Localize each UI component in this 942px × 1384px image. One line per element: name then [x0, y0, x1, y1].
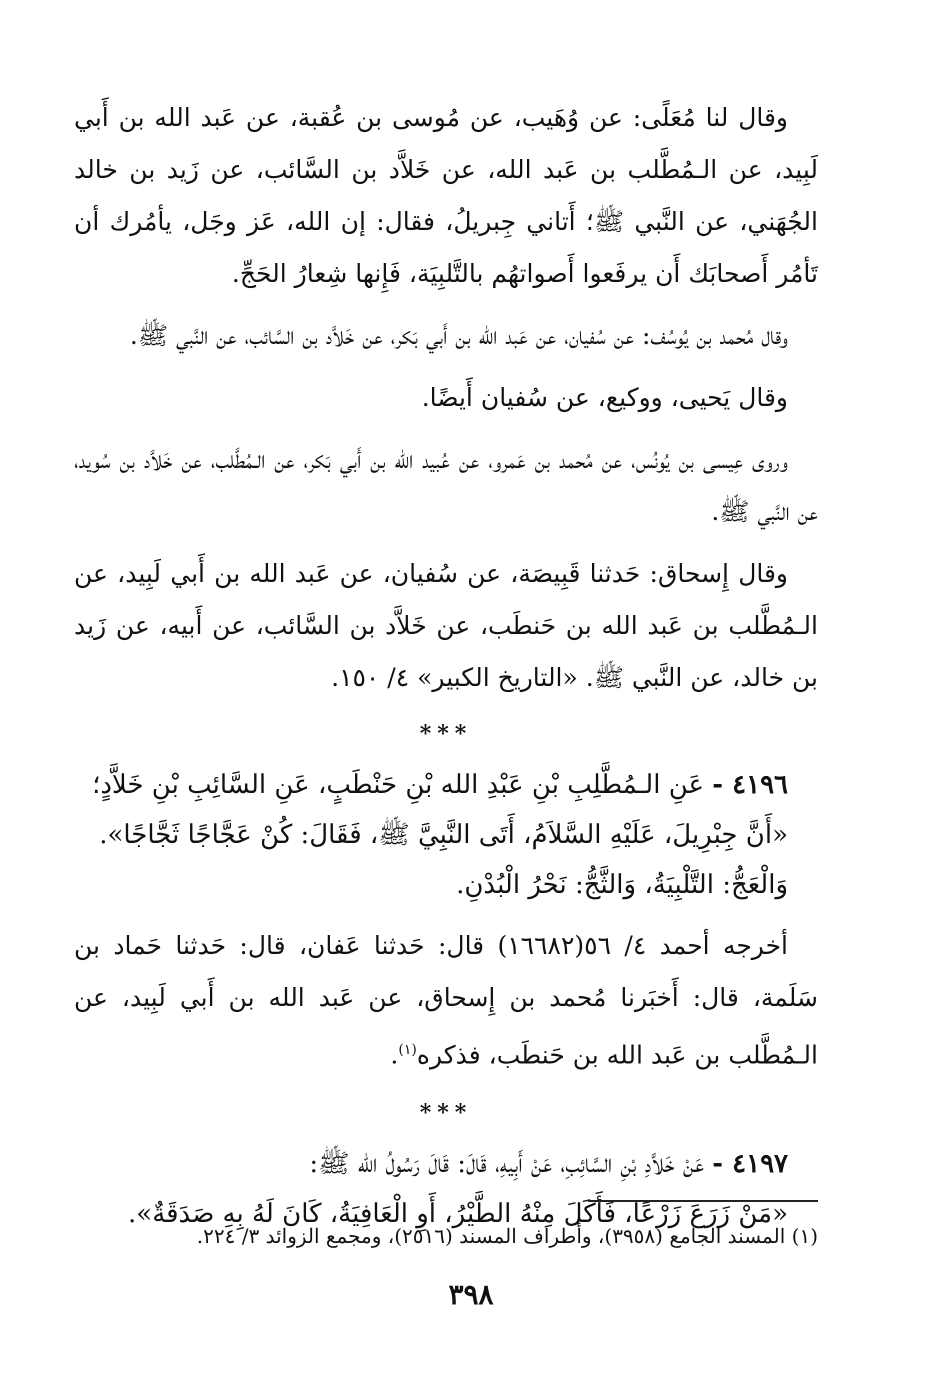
- footnote-marker: (١): [398, 1042, 417, 1058]
- hadith-number: ٤١٩٧ -: [712, 1149, 788, 1180]
- paragraph-1: وقال لنا مُعَلًى: عن وُهَيب، عن مُوسى بن عُقبة، عن عَبد الله بن أَبي لَبِيد، عن الـمُطَّلب بن عَبد الله، عن خَلاَّد بن السَّائب، عن زَيد بن خالد الجُهَني، عن النَّبي ﷺ؛ أَتاني جِبريلُ، فقال: إن الله، عَز وجَل، يأمُرك أن تَأمُر أَصحابَك أَن يرفَعوا أَصواتهُم بالتَّلبِيَة، فَإِنها شِعارُ الحَجِّ.: [74, 103, 818, 288]
- hadith-number: ٤١٩٦ -: [712, 770, 788, 800]
- page-number: ٣٩٨: [448, 1278, 494, 1311]
- section-separator-1: ***: [419, 721, 473, 747]
- hadith-line: عَنِ الـمُطَّلِبِ بْنِ عَبْدِ الله بْنِ حَنْطَبٍ، عَنِ السَّائِبِ بْنِ خَلاَّدٍ؛: [92, 770, 705, 800]
- paragraph-2: وقال مُحمد بن يُوسُف: عن سُفيان، عن عَبد الله بن أَبي بَكر، عن خَلاَّد بن السَّائب، عن النَّبي ﷺ.: [129, 321, 788, 350]
- paragraph-4: وروى عِيسى بن يُونُس، عن مُحمد بن عَمرو، عن عُبيد الله بن أَبي بَكر، عن الـمُطَّلب، عن خَلاَّد بن سُويد، عن النَّبي ﷺ.: [74, 445, 818, 526]
- takhrij-4196: أخرجه أحمد ٤/ ٥٦(١٦٦٨٢) قال: حَدثنا عَفان، قال: حَدثنا حَماد بن سَلَمة، قال: أَخبَرنا مُحمد بن إِسحاق، عن عَبد الله بن أَبي لَبِيد، عن الـمُطَّلب بن عَبد الله بن حَنطَب، فذكره$^{(١)}$.: [74, 931, 818, 1070]
- hadith-line: «مَنْ زَرَعَ زَرْعًا، فَأَكَلَ مِنْهُ الطَّيْرُ، أَوِ الْعَافِيَةُ، كَانَ لَهُ بِهِ صَدَقَةٌ».: [128, 1199, 788, 1230]
- takhrij-text: أخرجه أحمد ٤/ ٥٦(١٦٦٨٢) قال: حَدثنا عَفان، قال: حَدثنا حَماد بن سَلَمة، قال: أَخبَرنا مُحمد بن إِسحاق، عن عَبد الله بن أَبي لَبِيد، عن الـمُطَّلب بن عَبد الله بن حَنطَب، فذكره: [74, 931, 818, 1070]
- hadith-line: عَنْ خَلاَّدِ بْنِ السَّائِبِ، عَنْ أَبِيهِ، قَالَ: قَالَ رَسُولُ الله ﷺ:: [309, 1149, 705, 1180]
- hadith-line: وَالْعَجُّ: التَّلْبِيَةُ، وَالثَّجُّ: نَحْرُ الْبُدْنِ.: [456, 870, 788, 900]
- footnote-divider: [588, 1200, 818, 1202]
- paragraph-3: وقال يَحيى، ووكيع، عن سُفيان أَيضًا.: [421, 383, 788, 412]
- footnote: (١) المسند الجامع (٣٩٥٨)، وأطراف المسند (٢٥١٦)، ومجمع الزوائد ٣/ ٢٢٤.: [196, 1224, 818, 1248]
- hadith-4196: [74, 760, 818, 910]
- page-body: [74, 92, 818, 1249]
- paragraph-5: وقال إِسحاق: حَدثنا قَبِيصَة، عن سُفيان، عن عَبد الله بن أَبي لَبِيد، عن الـمُطَّلب بن عَبد الله بن حَنطَب، عن خَلاَّد بن السَّائب، عن أَبيه، عن زَيد بن خالد، عن النَّبي ﷺ. «التاريخ الكبير» ٤/ ١٥٠.: [74, 559, 818, 692]
- hadith-line: «أَنَّ جِبْرِيلَ، عَلَيْهِ السَّلاَمُ، أَتَى النَّبِيَّ ﷺ، فَقَالَ: كُنْ عَجَّاجًا ثَجَّاجًا».: [99, 820, 788, 850]
- section-separator-2: ***: [419, 1100, 473, 1127]
